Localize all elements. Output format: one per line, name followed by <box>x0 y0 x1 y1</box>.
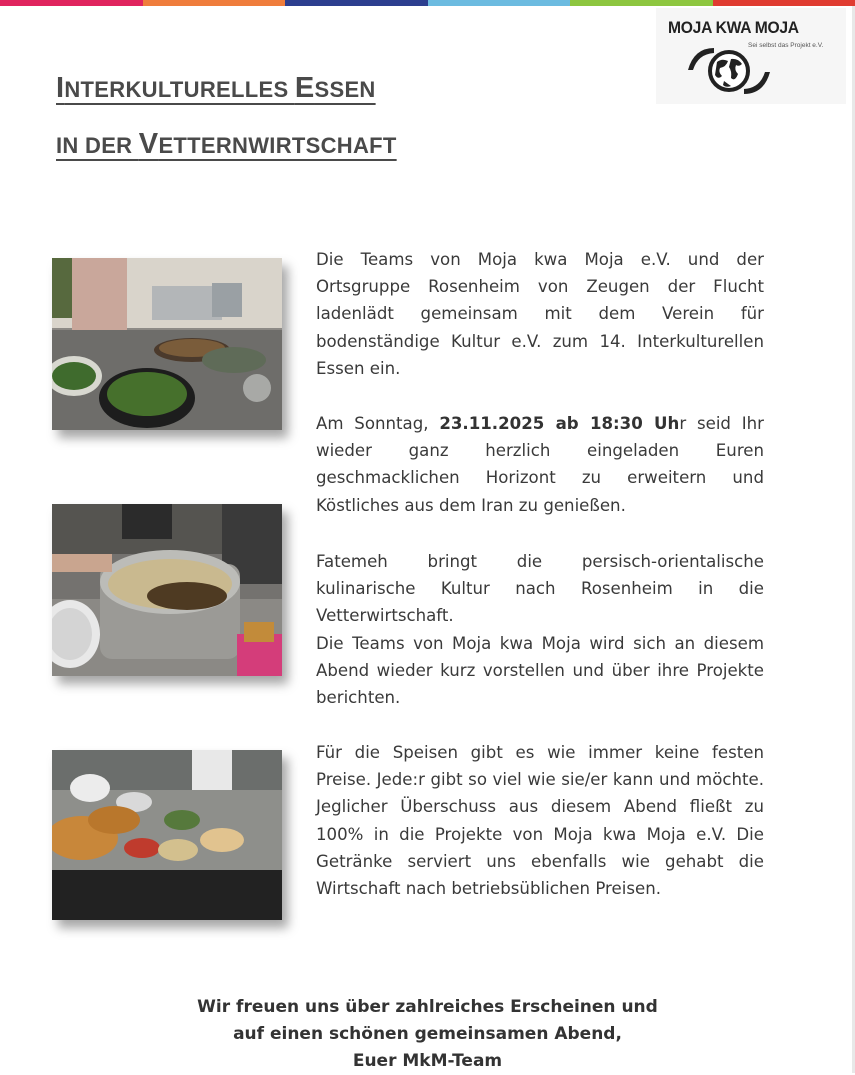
event-date: 23.11.2025 ab 18:30 Uh <box>439 414 679 433</box>
logo <box>656 8 846 104</box>
headline-cap-v: V <box>139 128 159 160</box>
stripe-pink <box>0 0 143 6</box>
date-paragraph <box>316 410 764 519</box>
headline-text-2a: IN DER <box>56 133 139 158</box>
photo-buffet <box>52 750 282 920</box>
globe-hands-icon <box>684 40 774 102</box>
headline-cap-i: I <box>56 72 64 104</box>
logo-title: MOJA KWA MOJA <box>668 18 799 38</box>
headline-cap-e: E <box>295 72 315 104</box>
headline-text-2b: ETTERNWIRTSCHAFT <box>158 133 396 158</box>
stripe-green <box>570 0 713 6</box>
headline-line-2 <box>56 128 397 161</box>
stripe-red <box>713 0 855 6</box>
closing-line-1: Wir freuen uns über zahlreiches Erscheinen und <box>0 994 855 1021</box>
color-stripe <box>0 0 855 6</box>
closing-line-2: auf einen schönen gemeinsamen Abend, <box>0 1021 855 1048</box>
headline-text-1b: SSEN <box>315 77 376 102</box>
teams-paragraph: Die Teams von Moja kwa Moja wird sich an diesem Abend wieder kurz vorstellen und über ihre Projekte berichten. <box>316 630 764 712</box>
closing-signature: Euer MkM-Team <box>0 1048 855 1075</box>
photo-rice-pot <box>52 504 282 676</box>
prices-paragraph: Für die Speisen gibt es wie immer keine festen Preise. Jede:r gibt so viel wie sie/er kann und möchte. Jeglicher Überschuss aus diesem Abend fließt zu 100% in die Projekte von Moja kwa Moja e.V. Die Getränke serviert uns ebenfalls wie gehabt die Wirtschaft nach betriebsüblichen Preisen. <box>316 739 764 902</box>
photo-kitchen-pots <box>52 258 282 430</box>
intro-paragraph: Die Teams von Moja kwa Moja e.V. und der Ortsgruppe Rosenheim von Zeugen der Flucht ladenlädt gemeinsam mit dem Verein für bodenständige Kultur e.V. zum 14. Interkulturellen Essen ein. <box>316 246 764 382</box>
headline-line-1 <box>56 72 376 105</box>
stripe-orange <box>143 0 286 6</box>
fatemeh-paragraph: Fatemeh bringt die persisch-orientalische kulinarische Kultur nach Rosenheim in die Vetterwirtschaft. <box>316 548 764 630</box>
stripe-navy <box>285 0 428 6</box>
date-text-pre: Am Sonntag, <box>316 414 439 433</box>
date-text-post: r seid Ihr wieder ganz herzlich eingeladen Euren geschmacklichen Horizont zu erweitern und Köstliches aus dem Iran zu genießen. <box>316 414 764 515</box>
stripe-lightblue <box>428 0 571 6</box>
logo-tagline: Sei selbst das Projekt e.V. <box>748 42 823 49</box>
headline-text-1a: NTERKULTURELLES <box>64 77 295 102</box>
